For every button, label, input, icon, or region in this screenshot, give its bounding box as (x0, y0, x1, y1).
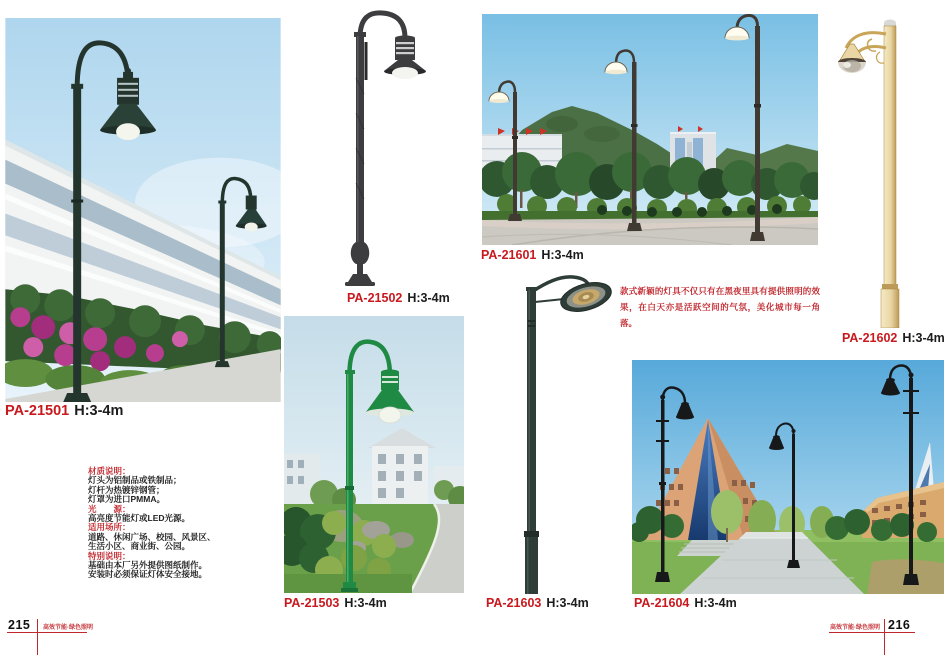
product-label-pa-21604 (634, 596, 737, 610)
product-label-pa-21503 (284, 596, 387, 610)
footer-slogan-left: 高效节能·绿色照明 (43, 625, 93, 631)
product-height: H:3-4m (407, 291, 450, 305)
description-text: 款式新颖的灯具不仅只有在黑夜里具有提供照明的效果，在白天亦是活跃空间的气氛，美化城市每一角落。 (620, 286, 820, 328)
product-label-pa-21501 (5, 403, 123, 419)
spec-line: 道路、休闲广场、校园、风景区、 (88, 531, 216, 542)
product-height: H:3-4m (74, 403, 124, 419)
footer-divider (884, 619, 885, 655)
photo-pa-21501 (5, 18, 281, 402)
page-number-left: 215 (8, 618, 31, 632)
product-height: H:3-4m (546, 596, 589, 610)
spec-line: 基础由本厂另外提供图纸制作。 (88, 560, 208, 571)
product-code: PA-21503 (284, 596, 340, 610)
product-code: PA-21502 (347, 291, 403, 305)
spec-line: 安装时必须保证灯体安全接地。 (88, 569, 208, 580)
render-pa-21603 (472, 268, 620, 594)
spec-line: 生活小区、商业街、公园。 (88, 541, 191, 552)
photo-pa-21503 (284, 316, 464, 593)
spec-text-block (88, 467, 266, 580)
footer-divider (37, 619, 38, 655)
product-label-pa-21601 (481, 248, 584, 262)
product-code: PA-21601 (481, 248, 537, 262)
product-code: PA-21604 (634, 596, 690, 610)
product-height: H:3-4m (541, 248, 584, 262)
spec-line: 材质说明： (88, 466, 131, 476)
spec-line: 灯杆为热镀锌钢管； (88, 484, 165, 495)
photo-pa-21601 (482, 14, 818, 245)
product-label-pa-21603 (486, 596, 589, 610)
footer-rule (829, 632, 915, 633)
footer-slogan-right: 高效节能·绿色照明 (830, 625, 880, 631)
page-number-right: 216 (888, 618, 911, 632)
spec-line: 适用场所： (88, 522, 131, 533)
footer-rule (7, 632, 87, 633)
product-label-pa-21502 (347, 291, 450, 305)
spec-line: 特别说明： (88, 550, 131, 561)
spec-line: 灯头为铝制品或铁制品； (88, 475, 182, 486)
product-height: H:3-4m (694, 596, 737, 610)
spec-line: 灯罩为进口PMMA。 (88, 494, 165, 505)
render-pa-21602 (828, 8, 948, 328)
product-code: PA-21603 (486, 596, 542, 610)
product-label-pa-21602 (842, 331, 945, 345)
product-height: H:3-4m (344, 596, 387, 610)
render-pa-21502 (312, 8, 462, 291)
product-code: PA-21602 (842, 331, 898, 345)
spec-line: 高亮度节能灯或LED光源。 (88, 513, 191, 524)
photo-pa-21604 (632, 360, 944, 594)
product-height: H:3-4m (902, 331, 945, 345)
product-code: PA-21501 (5, 403, 70, 419)
spec-line: 光 源： (88, 503, 131, 514)
